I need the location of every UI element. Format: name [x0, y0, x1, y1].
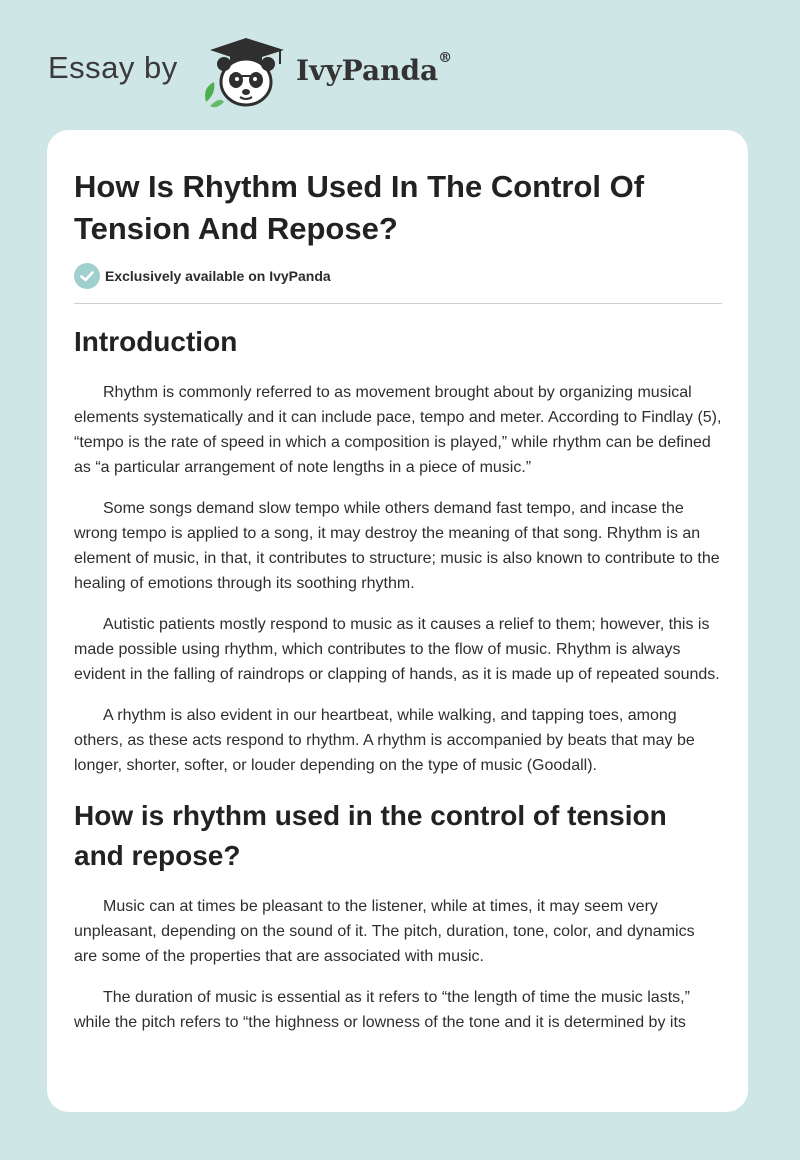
panda-logo-icon[interactable] [200, 36, 292, 110]
paragraph: Autistic patients mostly respond to music as it causes a relief to them; however, this is made possible using rhythm, which contributes to the flow of music. Rhythm is always evident in the falling of raindrops or clapping of hands, as it is made up of repeated sounds. [74, 616, 720, 683]
section-heading: How is rhythm used in the control of tension and repose? [74, 800, 667, 871]
essay-by-label: Essay by [48, 50, 178, 85]
paragraph: A rhythm is also evident in our heartbeat, while walking, and tapping toes, among others, as these acts respond to rhythm. A rhythm is accompanied by beats that may be longer, shorter, softer, or louder depending on the type of music (Goodall). [74, 707, 695, 774]
badge-label: Exclusively available on IvyPanda [105, 268, 331, 284]
paragraph: The duration of music is essential as it refers to “the length of time the music lasts,” while the pitch refers to “the highness or lowness of the tone and it is determined by its [74, 989, 690, 1031]
paragraph: Music can at times be pleasant to the listener, while at times, it may seem very unpleasant, depending on the sound of it. The pitch, duration, tone, color, and dynamics are some of the properties that are associated with music. [74, 898, 695, 965]
section-heading: Introduction [74, 326, 238, 357]
registered-mark: ® [438, 49, 453, 66]
essay-title: How Is Rhythm Used In The Control Of Tension And Repose? [74, 169, 645, 246]
section-introduction [74, 322, 722, 778]
section-rhythm-tension [74, 796, 722, 1035]
essay-body [74, 322, 722, 1051]
check-circle-icon [74, 263, 100, 289]
brand-name[interactable] [296, 49, 453, 87]
paragraph: Rhythm is commonly referred to as movement brought about by organizing musical elements systematically and it can include pace, tempo and meter. According to Findlay (5), “tempo is the rate of speed in which a composition is played,” while rhythm can be defined as “a particular arrangement of note lengths in a piece of music.” [74, 384, 722, 476]
brand-label: IvyPanda [296, 54, 439, 87]
title-divider [74, 303, 722, 304]
exclusive-badge [74, 263, 331, 289]
paragraph: Some songs demand slow tempo while others demand fast tempo, and incase the wrong tempo is applied to a song, it may destroy the meaning of that song. Rhythm is an element of music, in that, it contributes to structure; music is also known to contribute to the healing of emotions through its soothing rhythm. [74, 500, 720, 592]
essay-card [47, 130, 748, 1112]
site-header [0, 0, 800, 130]
